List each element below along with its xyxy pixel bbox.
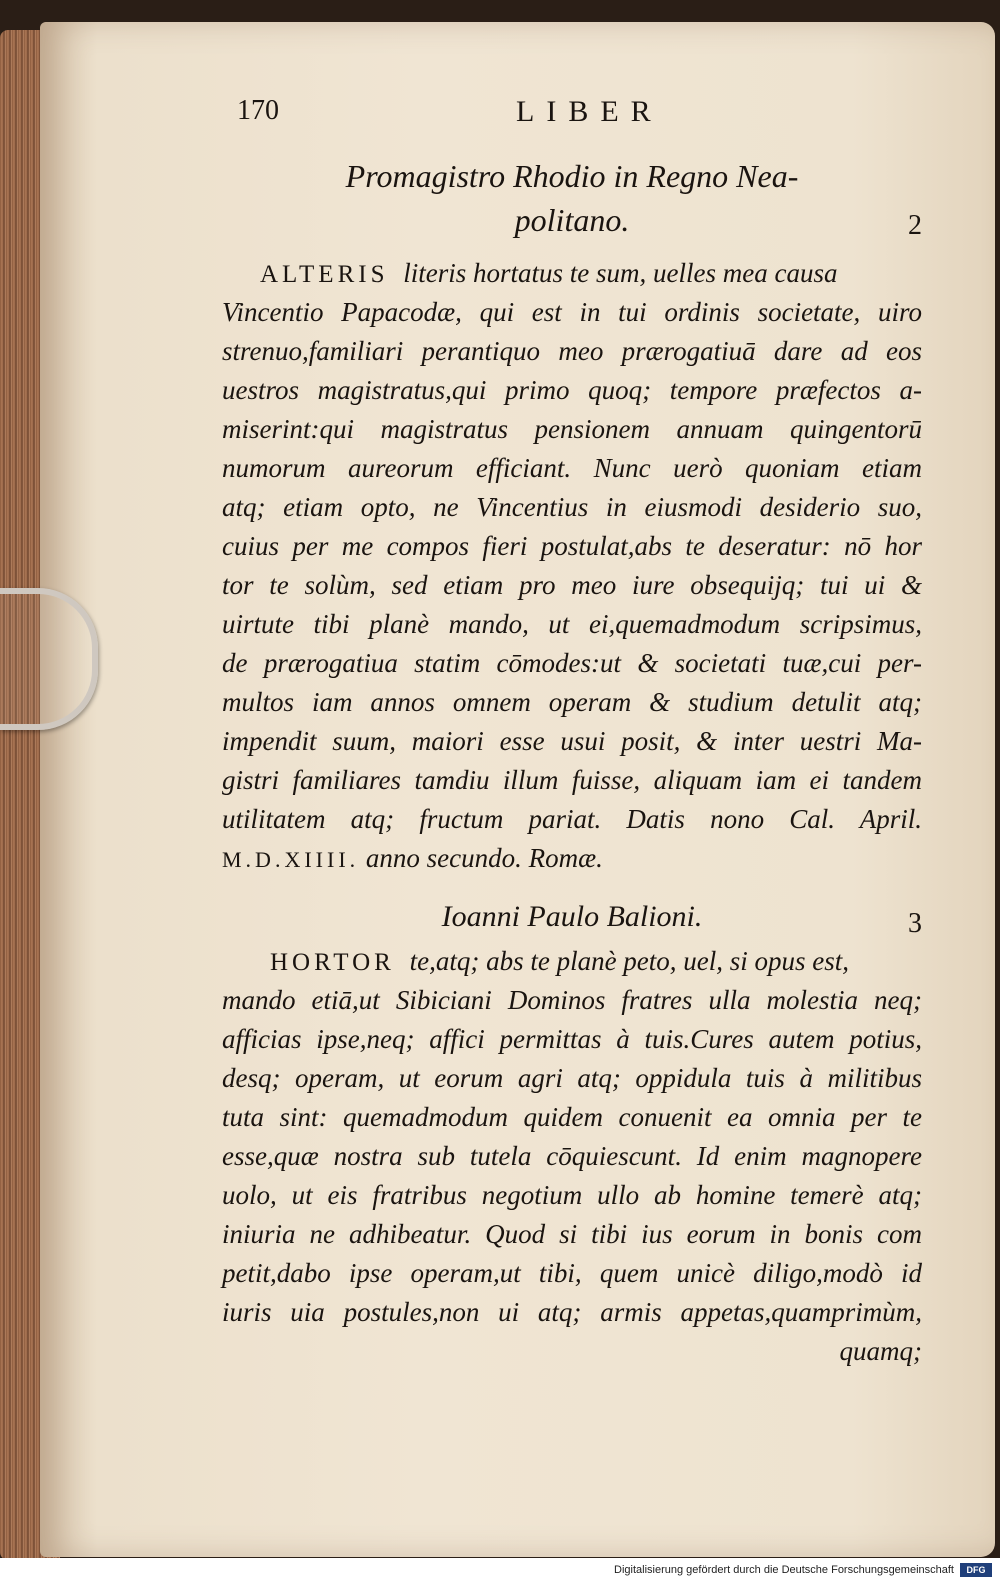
letter-2-heading-line-1: Promagistro Rhodio in Regno Nea- (345, 158, 799, 194)
opening-word: HORTOR (270, 949, 395, 976)
text-line: uirtute tibi planè mando, ut ei,quemadmodum scripsimus, (222, 609, 922, 639)
catchword: quamq; (839, 1336, 922, 1366)
digitization-credit: Digitalisierung gefördert durch die Deutsche Forschungsgemeinschaft (614, 1564, 954, 1576)
text-line: petit,dabo ipse operam,ut tibi, quem unicè diligo,modò id (222, 1258, 922, 1288)
text-line (222, 254, 922, 294)
text-line: utilitatem atq; fructum pariat. Datis nono Cal. April. (222, 804, 922, 834)
text-line: miserint:qui magistratus pensionem annuam quingentorū (222, 414, 922, 444)
page-number: 170 (237, 95, 279, 126)
date-rest: anno secundo. Romæ. (365, 843, 603, 873)
text-line: esse,quæ nostra sub tutela cōquiescunt. Id enim magnopere (222, 1141, 922, 1171)
date-roman: M.D.XIIII. (222, 847, 360, 872)
opening-word: ALTERIS (260, 261, 389, 288)
text-line: iuris uia postules,non ui atq; armis appetas,quamprimùm, (222, 1297, 922, 1327)
text-line: de prærogatiua statim cōmodes:ut & societati tuæ,cui per- (222, 648, 922, 678)
text-line: afficias ipse,neq; affici permittas à tuis.Cures autem potius, (222, 1024, 922, 1054)
letter-3-heading: Ioanni Paulo Balioni. (441, 900, 703, 933)
text-line: iniuria ne adhibeatur. Quod si tibi ius eorum in bonis com (222, 1219, 922, 1249)
text-line: uolo, ut eis fratribus negotium ullo ab homine temerè atq; (222, 1180, 922, 1210)
text-line: gistri familiares tamdiu illum fuisse, aliquam iam ei tandem (222, 765, 922, 795)
text-line: multos iam annos omnem operam & studium detulit atq; (222, 687, 922, 717)
text-line-content: literis hortatus te sum, uelles mea causa (403, 258, 838, 288)
text-line: impendit suum, maiori esse usui posit, & inter uestri Ma- (222, 726, 922, 756)
text-line: mando etiā,ut Sibiciani Dominos fratres ulla molestia neq; (222, 985, 922, 1015)
text-line (222, 942, 922, 982)
dfg-logo: DFG (960, 1563, 992, 1577)
text-line: numorum aureorum efficiant. Nunc uerò quoniam etiam (222, 453, 922, 483)
running-head: LIBER (516, 95, 663, 128)
letter-3-number: 3 (908, 908, 922, 939)
text-line-content: te,atq; abs te planè peto, uel, si opus est, (409, 946, 850, 976)
letter-2-heading-line-2: politano. (514, 202, 630, 238)
text-line: cuius per me compos fieri postulat,abs te deseratur: nō hor (222, 531, 922, 561)
page-header (0, 95, 1000, 135)
text-line: uestros magistratus,qui primo quoq; tempore præfectos a- (222, 375, 922, 405)
text-line: Vincentio Papacodæ, qui est in tui ordinis societate, uiro (222, 297, 922, 327)
text-line: desq; operam, ut eorum agri atq; oppidula tuis à militibus (222, 1063, 922, 1093)
text-line: tor te solùm, sed etiam pro meo iure obsequijq; tui ui & (222, 570, 922, 600)
letter-2-number: 2 (908, 210, 922, 241)
text-line: tuta sint: quemadmodum quidem conuenit ea omnia per te (222, 1102, 922, 1132)
text-line: atq; etiam opto, ne Vincentius in eiusmodi desiderio suo, (222, 492, 922, 522)
book-clip (0, 588, 98, 730)
date-line (222, 839, 922, 879)
text-line: strenuo,familiari perantiquo meo prærogatiuā dare ad eos (222, 336, 922, 366)
